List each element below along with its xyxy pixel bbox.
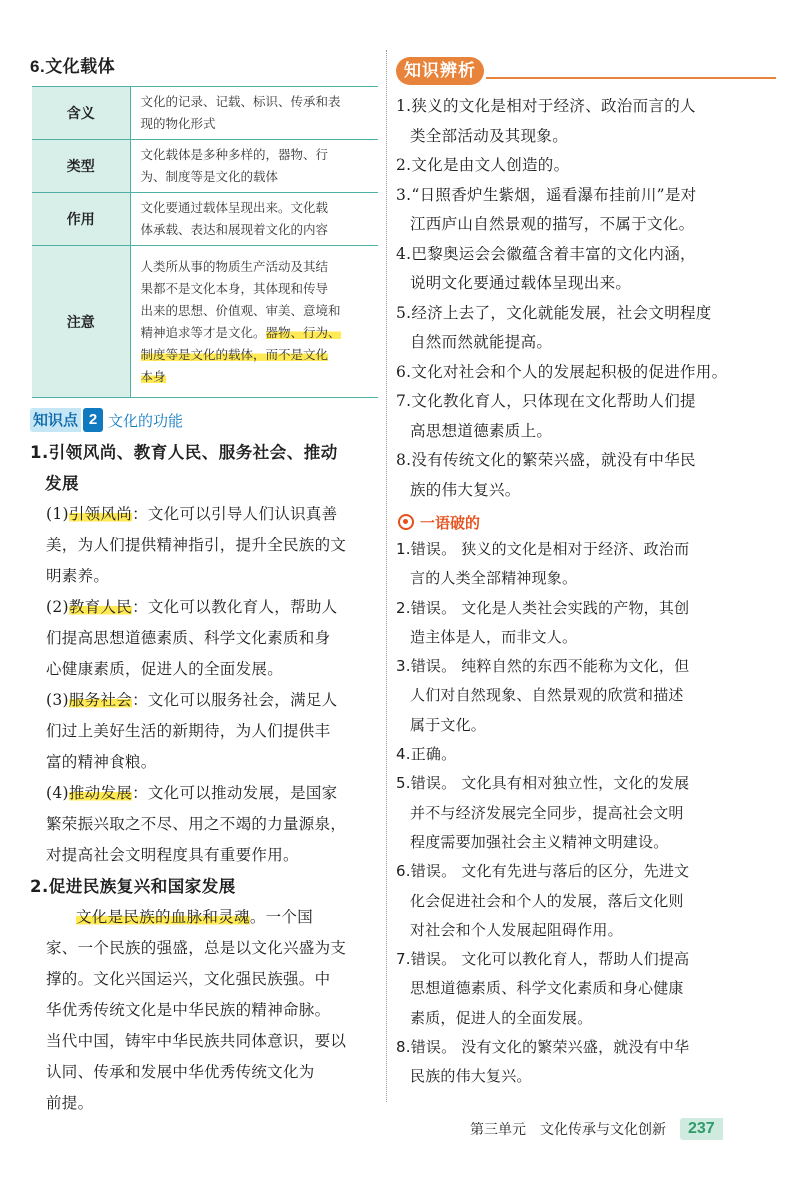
list-item	[396, 299, 776, 358]
section-number: 6.	[30, 57, 46, 76]
answer-line	[396, 740, 776, 769]
knowledge-point-heading	[30, 407, 378, 433]
list-item	[396, 945, 776, 1033]
list-item	[396, 740, 776, 769]
para-line	[30, 592, 378, 623]
table-value-line: 为、制度等是文化的载体	[140, 169, 279, 184]
statement-line: 江西庐山自然景观的描写，不属于文化。	[410, 215, 695, 233]
highlight-text: 文化是民族的血脉和灵魂	[76, 908, 250, 926]
answer-line: 属于文化。	[410, 715, 487, 734]
answer-line: 言的人类全部精神现象。	[410, 569, 578, 588]
section-title-text: 文化载体	[45, 57, 116, 77]
table-row	[32, 193, 378, 246]
table-key: 含义	[32, 87, 130, 140]
para-line	[30, 499, 378, 530]
section-6-title	[30, 52, 378, 77]
answer-line	[396, 857, 776, 886]
list-item	[396, 151, 776, 181]
list-item	[396, 594, 776, 653]
knowledge-point-label: 知识点	[30, 408, 81, 432]
table-value	[130, 193, 378, 246]
footer-title: 文化传承与文化创新	[540, 1122, 666, 1138]
para-line	[30, 902, 378, 933]
answer-verdict: 4.正确。	[396, 745, 457, 764]
para-line: 当代中国，铸牢中华民族共同体意识，要以	[46, 1032, 347, 1050]
para-line: 对提高社会文明程度具有重要作用。	[46, 846, 299, 864]
para-line: 撑的。文化兴国运兴，文化强民族强。中	[46, 970, 331, 988]
para-line: 繁荣振兴取之不尽、用之不竭的力量源泉，	[46, 815, 347, 833]
statement-list	[396, 92, 776, 505]
para-text: ：文化可以引导人们认识真善	[132, 505, 338, 523]
table-value-line: 出来的思想、价值观、审美、意境和	[140, 302, 341, 318]
function-heading-1	[30, 437, 378, 499]
answer-line: 造主体是人，而非文人。	[410, 627, 578, 646]
answer-line	[396, 535, 776, 564]
answer-line: 化会促进社会和个人的发展，落后文化则	[410, 891, 684, 910]
table-value-line: 现的物化形式	[140, 116, 216, 131]
table-value-line: 文化要通过载体呈现出来。文化载	[140, 200, 329, 215]
statement-line: 8.没有传统文化的繁荣兴盛，就没有中华民	[396, 451, 696, 469]
answer-line	[396, 769, 776, 798]
statement-line: 1.狭义的文化是相对于经济、政治而言的人	[396, 97, 696, 115]
table-value-line: 体承载、表达和展现着文化的内容	[140, 222, 329, 237]
answer-verdict: 7.错误。	[396, 950, 457, 969]
knowledge-discrimination-header	[396, 56, 776, 86]
statement-line: 高思想道德素质上。	[410, 421, 553, 440]
para-line: 明素养。	[46, 567, 110, 585]
table-value-line	[141, 366, 373, 388]
answer-line: 程度需要加强社会主义精神文明建设。	[410, 832, 669, 851]
answer-verdict: 1.错误。	[396, 540, 457, 558]
left-column	[30, 52, 378, 1119]
list-item	[396, 652, 776, 740]
answer-verdict: 2.错误。	[396, 598, 457, 617]
table-value	[130, 140, 378, 193]
answer-text: 狭义的文化是相对于经济、政治而	[461, 540, 690, 558]
para-text: ：文化可以教化育人，帮助人	[132, 598, 338, 616]
list-item	[396, 181, 776, 240]
answer-line: 民族的伟大复兴。	[410, 1067, 532, 1086]
para-line: 家、一个民族的强盛，总是以文化兴盛为支	[46, 939, 347, 957]
answer-text: 文化有先进与落后的区分，先进文	[461, 862, 690, 881]
table-value-text: 精神追求等才是文化。	[140, 324, 266, 340]
para-text: 。一个国	[249, 908, 314, 926]
answer-verdict: 6.错误。	[396, 862, 457, 881]
list-item	[396, 857, 776, 945]
answer-text: 纯粹自然的东西不能称为文化，但	[461, 657, 690, 676]
item-number: (2)	[46, 598, 69, 616]
list-item	[396, 535, 776, 594]
function-heading-2: 2.促进民族复兴和国家发展	[30, 877, 236, 896]
heading-line: 1.引领风尚、教育人民、服务社会、推动	[30, 443, 338, 462]
answer-text: 没有文化的繁荣兴盛，就没有中华	[461, 1038, 690, 1057]
list-item	[396, 769, 776, 857]
list-item	[396, 387, 776, 446]
list-item	[396, 240, 776, 299]
statement-line: 自然而然就能提高。	[410, 333, 553, 351]
table-value	[130, 246, 378, 398]
statement-line: 6.文化对社会和个人的发展起积极的促进作用。	[396, 362, 728, 381]
para-line: 美，为人们提供精神指引，提升全民族的文	[46, 536, 347, 554]
item-number: (1)	[46, 505, 69, 523]
highlight-text: 推动发展	[68, 784, 133, 802]
answer-verdict: 5.错误。	[396, 774, 457, 793]
answer-line	[396, 652, 776, 681]
answer-line: 并不与经济发展完全同步，提高社会文明	[410, 803, 684, 822]
one-word-title: 一语破的	[420, 513, 481, 532]
answer-line	[396, 594, 776, 623]
para-line	[30, 685, 378, 716]
highlight-text: 引领风尚	[68, 505, 133, 523]
statement-line: 4.巴黎奥运会会徽蕴含着丰富的文化内涵，	[396, 244, 696, 263]
statement-line: 3.“日照香炉生紫烟，遥看瀑布挂前川”是对	[396, 185, 697, 204]
knowledge-discrimination-title: 知识辨析	[396, 57, 484, 85]
right-column	[396, 56, 776, 1092]
answer-line: 素质，促进人的全面发展。	[410, 1008, 593, 1027]
column-divider	[386, 50, 387, 1102]
function-item-1	[30, 499, 378, 592]
para-line: 认同、传承和发展中华优秀传统文化为	[46, 1063, 315, 1081]
item-number: (4)	[46, 784, 69, 802]
answer-text: 文化是人类社会实践的产物，其创	[461, 598, 690, 617]
function-item-4	[30, 778, 378, 871]
para-line	[30, 778, 378, 809]
knowledge-point-title: 文化的功能	[108, 411, 184, 430]
target-icon	[398, 514, 414, 530]
statement-line: 2.文化是由文人创造的。	[396, 156, 570, 174]
footer-unit: 第三单元	[470, 1122, 526, 1138]
page-footer	[470, 1116, 723, 1142]
list-item	[396, 1033, 776, 1092]
table-value-line: 果都不是文化本身，其体现和传导	[140, 280, 329, 296]
table-value-line	[141, 344, 373, 366]
heading-line: 发展	[45, 474, 79, 493]
statement-line: 5.经济上去了，文化就能发展，社会文明程度	[396, 303, 712, 322]
one-word-heading	[396, 509, 776, 535]
table-value-line	[141, 322, 373, 344]
statement-line: 说明文化要通过载体呈现出来。	[410, 274, 632, 292]
answer-line: 对社会和个人发展起阻碍作用。	[410, 920, 623, 939]
function-item-2	[30, 592, 378, 685]
answer-text: 文化具有相对独立性，文化的发展	[461, 774, 690, 793]
table-value-line: 文化载体是多种多样的，器物、行	[140, 147, 329, 162]
list-item	[396, 446, 776, 505]
table-value-line: 人类所从事的物质生产活动及其结	[140, 258, 329, 274]
answer-line: 人们对自然现象、自然景观的欣赏和描述	[410, 686, 684, 705]
statement-line: 族的伟大复兴。	[410, 480, 521, 499]
para-line: 们过上美好生活的新期待，为人们提供丰	[46, 722, 331, 740]
answer-line	[396, 1033, 776, 1062]
answer-text: 文化可以教化育人，帮助人们提高	[461, 950, 690, 969]
table-row	[32, 87, 378, 140]
answer-line	[396, 945, 776, 974]
header-rule	[486, 77, 776, 79]
page-number: 237	[680, 1118, 723, 1140]
knowledge-point-number: 2	[83, 408, 103, 432]
list-item	[396, 92, 776, 151]
para-text: ：文化可以服务社会，满足人	[132, 691, 338, 709]
para-line: 华优秀传统文化是中华民族的精神命脉。	[46, 1001, 331, 1019]
para-line: 心健康素质，促进人的全面发展。	[46, 660, 284, 678]
function-item-3	[30, 685, 378, 778]
statement-line: 7.文化教化育人，只体现在文化帮助人们提	[396, 392, 696, 410]
table-key: 类型	[32, 140, 130, 193]
highlight-text: 教育人民	[68, 598, 133, 616]
highlight-text: 服务社会	[68, 691, 133, 709]
statement-line: 类全部活动及其现象。	[410, 126, 569, 145]
table-value-line: 文化的记录、记载、标识、传承和表	[140, 94, 341, 109]
highlight-text: 制度等是文化的载体，而不是文化	[140, 346, 329, 362]
answer-verdict: 8.错误。	[396, 1038, 457, 1057]
table-row	[32, 246, 378, 398]
table-value	[130, 87, 378, 140]
para-line: 们提高思想道德素质、科学文化素质和身	[46, 629, 331, 647]
para-text: ：文化可以推动发展，是国家	[132, 784, 338, 802]
table-row	[32, 140, 378, 193]
highlight-text: 器物、行为、	[265, 324, 341, 340]
answer-line: 思想道德素质、科学文化素质和身心健康	[410, 979, 684, 998]
list-item	[396, 358, 776, 388]
item-number: (3)	[46, 691, 69, 709]
national-rejuvenation-paragraph	[30, 902, 378, 1119]
answer-verdict: 3.错误。	[396, 657, 457, 676]
highlight-text: 本身	[140, 368, 166, 384]
culture-carrier-table	[32, 86, 378, 398]
table-key: 注意	[32, 246, 130, 398]
para-line: 富的精神食粮。	[46, 753, 157, 771]
table-key: 作用	[32, 193, 130, 246]
answer-list	[396, 535, 776, 1092]
para-line: 前提。	[46, 1094, 94, 1112]
